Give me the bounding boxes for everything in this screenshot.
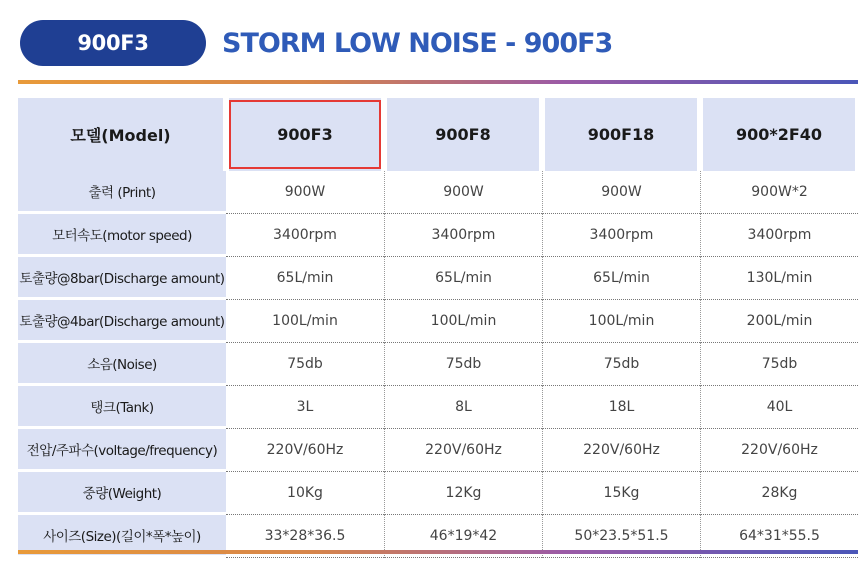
- spec-value: 3L: [226, 386, 384, 429]
- spec-value: 75db: [542, 343, 700, 386]
- spec-label: 토출량@4bar(Discharge amount): [18, 300, 226, 343]
- spec-label: 사이즈(Size)(길이*폭*높이): [18, 515, 226, 558]
- spec-value: 64*31*55.5: [700, 515, 858, 558]
- spec-value: 10Kg: [226, 472, 384, 515]
- spec-value: 900W: [226, 171, 384, 214]
- spec-value: 220V/60Hz: [226, 429, 384, 472]
- spec-table: [18, 98, 858, 558]
- spec-value: 75db: [384, 343, 542, 386]
- spec-value: 200L/min: [700, 300, 858, 343]
- spec-value: 100L/min: [226, 300, 384, 343]
- model-badge: [20, 20, 206, 66]
- spec-value: 65L/min: [384, 257, 542, 300]
- spec-value: 33*28*36.5: [226, 515, 384, 558]
- spec-value: 3400rpm: [226, 214, 384, 257]
- spec-row-noise: [18, 343, 858, 386]
- spec-value: 8L: [384, 386, 542, 429]
- spec-row-voltage: [18, 429, 858, 472]
- spec-value: 46*19*42: [384, 515, 542, 558]
- model-900-2f40-header: 900*2F40: [700, 98, 858, 171]
- spec-row-motor-speed: [18, 214, 858, 257]
- spec-value: 12Kg: [384, 472, 542, 515]
- model-900f8-header: 900F8: [384, 98, 542, 171]
- spec-row-discharge-4bar: [18, 300, 858, 343]
- spec-label: 중량(Weight): [18, 472, 226, 515]
- spec-value: 28Kg: [700, 472, 858, 515]
- model-column-label: 모델(Model): [18, 98, 226, 171]
- model-900f18-header: 900F18: [542, 98, 700, 171]
- spec-value: 3400rpm: [542, 214, 700, 257]
- spec-value: 100L/min: [384, 300, 542, 343]
- spec-value: 900W: [542, 171, 700, 214]
- spec-value: 40L: [700, 386, 858, 429]
- spec-value: 220V/60Hz: [700, 429, 858, 472]
- spec-label: 출력 (Print): [18, 171, 226, 214]
- spec-label: 토출량@8bar(Discharge amount): [18, 257, 226, 300]
- spec-label: 전압/주파수(voltage/frequency): [18, 429, 226, 472]
- page-title: STORM LOW NOISE - 900F3: [222, 28, 613, 59]
- spec-value: 220V/60Hz: [384, 429, 542, 472]
- spec-value: 100L/min: [542, 300, 700, 343]
- spec-value: 75db: [700, 343, 858, 386]
- spec-row-tank: [18, 386, 858, 429]
- spec-label: 모터속도(motor speed): [18, 214, 226, 257]
- spec-value: 15Kg: [542, 472, 700, 515]
- spec-value: 18L: [542, 386, 700, 429]
- spec-value: 75db: [226, 343, 384, 386]
- spec-value: 3400rpm: [384, 214, 542, 257]
- spec-value: 900W: [384, 171, 542, 214]
- spec-value: 65L/min: [226, 257, 384, 300]
- spec-value: 65L/min: [542, 257, 700, 300]
- model-900f3-header: 900F3: [226, 98, 384, 171]
- spec-value: 50*23.5*51.5: [542, 515, 700, 558]
- model-header-row: [18, 98, 858, 171]
- spec-value: 900W*2: [700, 171, 858, 214]
- spec-row-weight: [18, 472, 858, 515]
- spec-value: 130L/min: [700, 257, 858, 300]
- top-divider: [18, 80, 858, 84]
- spec-value: 220V/60Hz: [542, 429, 700, 472]
- spec-label: 소음(Noise): [18, 343, 226, 386]
- bottom-divider: [18, 550, 858, 554]
- spec-value: 3400rpm: [700, 214, 858, 257]
- spec-row-discharge-8bar: [18, 257, 858, 300]
- spec-label: 탱크(Tank): [18, 386, 226, 429]
- model-badge-label: 900F3: [77, 31, 149, 55]
- spec-row-power: [18, 171, 858, 214]
